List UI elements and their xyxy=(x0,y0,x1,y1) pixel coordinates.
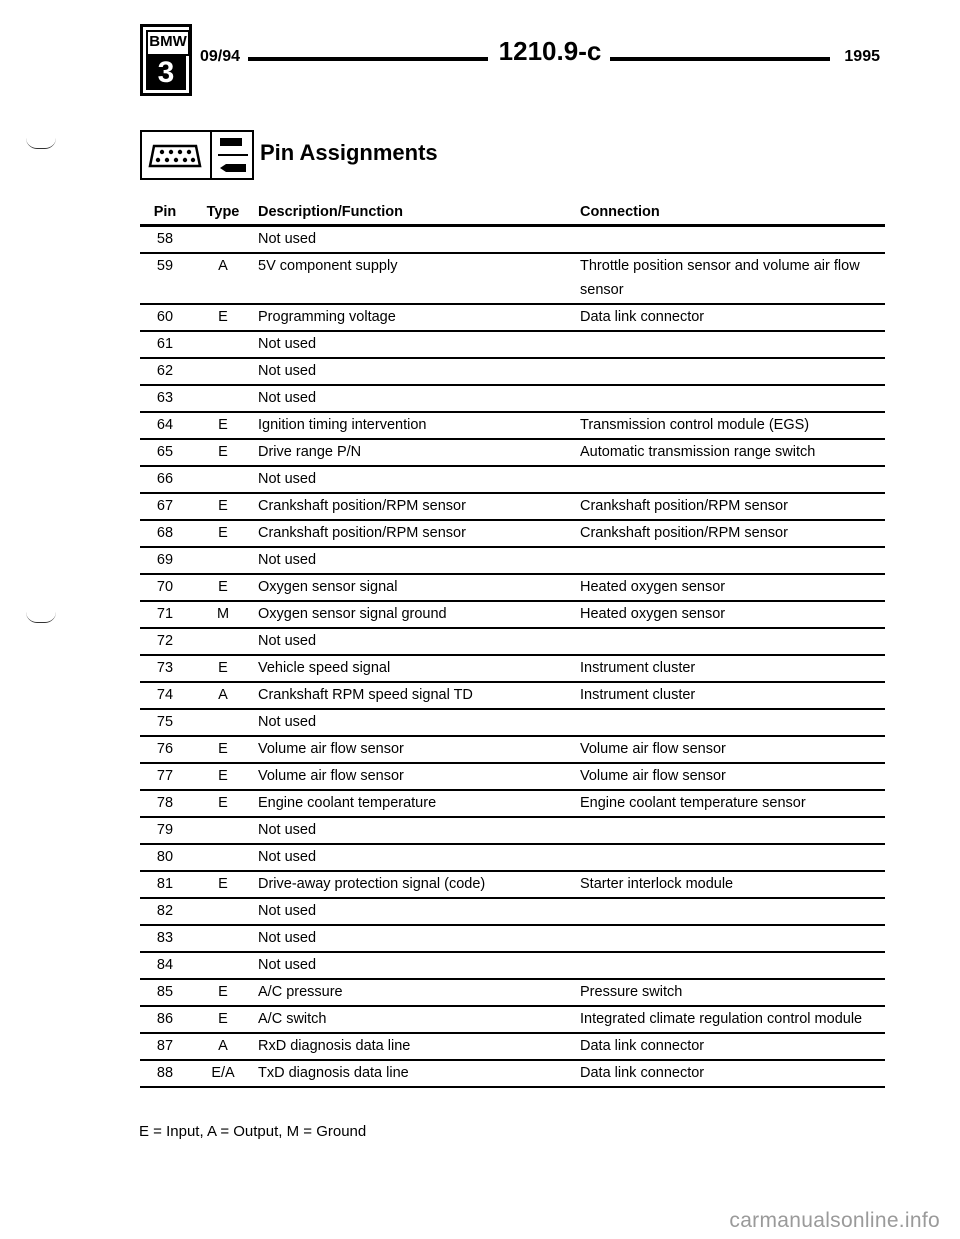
pin-connection: Crankshaft position/RPM sensor xyxy=(578,493,885,520)
pin-description: Drive-away protection signal (code) xyxy=(256,871,578,898)
pin-connection: Volume air flow sensor xyxy=(578,763,885,790)
pin-type: E xyxy=(190,574,256,601)
pin-description: Not used xyxy=(256,925,578,952)
table-row xyxy=(140,817,885,844)
table-row xyxy=(140,358,885,385)
pin-number: 65 xyxy=(140,439,190,466)
pin-connection: Instrument cluster xyxy=(578,682,885,709)
table-row xyxy=(140,871,885,898)
pin-description: Not used xyxy=(256,466,578,493)
logo-model: 3 xyxy=(146,56,186,90)
pin-description: TxD diagnosis data line xyxy=(256,1060,578,1087)
pin-connection: Engine coolant temperature sensor xyxy=(578,790,885,817)
table-body xyxy=(140,226,885,1088)
type-legend: E = Input, A = Output, M = Ground xyxy=(139,1123,367,1140)
pin-connection: Data link connector xyxy=(578,1033,885,1060)
pin-assignments-table xyxy=(140,202,885,1088)
pin-connection: Instrument cluster xyxy=(578,655,885,682)
pin-number: 87 xyxy=(140,1033,190,1060)
table-row xyxy=(140,253,885,304)
column-header-description: Description/Function xyxy=(256,202,578,226)
pin-number: 62 xyxy=(140,358,190,385)
table-row xyxy=(140,1033,885,1060)
pin-type xyxy=(190,385,256,412)
header-rule-right xyxy=(610,57,830,61)
pin-number: 60 xyxy=(140,304,190,331)
table-row xyxy=(140,925,885,952)
table-row xyxy=(140,466,885,493)
pin-connection xyxy=(578,358,885,385)
pin-number: 66 xyxy=(140,466,190,493)
pin-number: 70 xyxy=(140,574,190,601)
pin-description: Not used xyxy=(256,898,578,925)
pin-connection: Crankshaft position/RPM sensor xyxy=(578,520,885,547)
table-row xyxy=(140,952,885,979)
pin-type: E xyxy=(190,412,256,439)
pin-number: 59 xyxy=(140,253,190,304)
table-row xyxy=(140,439,885,466)
pin-type: A xyxy=(190,1033,256,1060)
pin-type: A xyxy=(190,682,256,709)
pin-type xyxy=(190,628,256,655)
pin-description: Engine coolant temperature xyxy=(256,790,578,817)
pin-description: Not used xyxy=(256,628,578,655)
pin-description: Not used xyxy=(256,817,578,844)
pin-description: Not used xyxy=(256,385,578,412)
pin-connection xyxy=(578,385,885,412)
pin-connection xyxy=(578,844,885,871)
table-row xyxy=(140,1060,885,1087)
pin-number: 63 xyxy=(140,385,190,412)
pin-description: Volume air flow sensor xyxy=(256,736,578,763)
table-row xyxy=(140,790,885,817)
pin-description: Crankshaft position/RPM sensor xyxy=(256,493,578,520)
pin-description: Not used xyxy=(256,952,578,979)
table-row xyxy=(140,682,885,709)
pin-type: E xyxy=(190,790,256,817)
pin-description: Drive range P/N xyxy=(256,439,578,466)
pin-description: Crankshaft position/RPM sensor xyxy=(256,520,578,547)
pin-description: Not used xyxy=(256,358,578,385)
pin-type: E xyxy=(190,1006,256,1033)
pin-connection: Transmission control module (EGS) xyxy=(578,412,885,439)
pin-description: Not used xyxy=(256,331,578,358)
pin-type: E xyxy=(190,655,256,682)
pin-number: 76 xyxy=(140,736,190,763)
pin-connection: Data link connector xyxy=(578,1060,885,1087)
pin-connection: Heated oxygen sensor xyxy=(578,574,885,601)
pin-description: Not used xyxy=(256,226,578,254)
pin-number: 73 xyxy=(140,655,190,682)
pin-type xyxy=(190,709,256,736)
pin-type xyxy=(190,898,256,925)
pin-connection: Automatic transmission range switch xyxy=(578,439,885,466)
pin-connection: Throttle position sensor and volume air flow sensor xyxy=(578,253,885,304)
pin-type xyxy=(190,844,256,871)
pin-connection xyxy=(578,898,885,925)
pin-number: 67 xyxy=(140,493,190,520)
pin-connection xyxy=(578,547,885,574)
pin-connection xyxy=(578,709,885,736)
pin-connection xyxy=(578,925,885,952)
logo-brand: BMW xyxy=(146,30,190,56)
table-row xyxy=(140,979,885,1006)
pin-number: 88 xyxy=(140,1060,190,1087)
pin-type: E xyxy=(190,979,256,1006)
table-row xyxy=(140,844,885,871)
pin-type: A xyxy=(190,253,256,304)
pin-number: 74 xyxy=(140,682,190,709)
pin-description: Oxygen sensor signal ground xyxy=(256,601,578,628)
pin-description: Ignition timing intervention xyxy=(256,412,578,439)
connector-plug-icon xyxy=(142,132,208,178)
pin-type: E xyxy=(190,736,256,763)
pin-type xyxy=(190,817,256,844)
pin-type xyxy=(190,925,256,952)
pin-type: E/A xyxy=(190,1060,256,1087)
pin-type: M xyxy=(190,601,256,628)
pin-connection: Data link connector xyxy=(578,304,885,331)
pin-description: Not used xyxy=(256,844,578,871)
pin-type: E xyxy=(190,493,256,520)
pin-connection xyxy=(578,466,885,493)
pin-type: E xyxy=(190,871,256,898)
pin-type: E xyxy=(190,763,256,790)
table-row xyxy=(140,655,885,682)
page-header xyxy=(140,24,880,96)
column-header-type: Type xyxy=(190,202,256,226)
pin-number: 81 xyxy=(140,871,190,898)
table-row xyxy=(140,709,885,736)
pin-description: Not used xyxy=(256,547,578,574)
pin-description: Oxygen sensor signal xyxy=(256,574,578,601)
watermark: carmanualsonline.info xyxy=(729,1209,940,1232)
pin-type xyxy=(190,466,256,493)
pin-description: A/C switch xyxy=(256,1006,578,1033)
table-row xyxy=(140,898,885,925)
pin-type xyxy=(190,226,256,254)
pin-number: 84 xyxy=(140,952,190,979)
table-row xyxy=(140,736,885,763)
pin-type: E xyxy=(190,439,256,466)
column-header-connection: Connection xyxy=(578,202,885,226)
table-row xyxy=(140,628,885,655)
pin-type: E xyxy=(190,304,256,331)
pin-type xyxy=(190,331,256,358)
pin-number: 68 xyxy=(140,520,190,547)
table-row xyxy=(140,331,885,358)
binding-mark xyxy=(26,612,56,623)
pin-number: 78 xyxy=(140,790,190,817)
pin-number: 85 xyxy=(140,979,190,1006)
header-code: 1210.9-c xyxy=(498,36,602,66)
pin-number: 75 xyxy=(140,709,190,736)
table-row xyxy=(140,412,885,439)
pin-description: RxD diagnosis data line xyxy=(256,1033,578,1060)
table-row xyxy=(140,601,885,628)
pin-number: 86 xyxy=(140,1006,190,1033)
pin-type xyxy=(190,358,256,385)
binding-mark xyxy=(26,138,56,149)
pin-connection: Volume air flow sensor xyxy=(578,736,885,763)
pin-number: 80 xyxy=(140,844,190,871)
pin-description: Volume air flow sensor xyxy=(256,763,578,790)
pin-number: 77 xyxy=(140,763,190,790)
table-header-row xyxy=(140,202,885,226)
pin-number: 69 xyxy=(140,547,190,574)
pin-assignment-symbol xyxy=(140,130,254,180)
pin-number: 58 xyxy=(140,226,190,254)
table-row xyxy=(140,304,885,331)
pin-connection: Integrated climate regulation control module xyxy=(578,1006,885,1033)
pin-connection xyxy=(578,817,885,844)
pin-number: 83 xyxy=(140,925,190,952)
pin-number: 61 xyxy=(140,331,190,358)
table-row xyxy=(140,385,885,412)
table-row xyxy=(140,493,885,520)
table-row xyxy=(140,574,885,601)
table-row xyxy=(140,520,885,547)
bmw-3-series-logo xyxy=(140,24,192,96)
table-row xyxy=(140,1006,885,1033)
pin-connection: Pressure switch xyxy=(578,979,885,1006)
pin-type: E xyxy=(190,520,256,547)
header-date: 09/94 xyxy=(200,48,241,65)
table-row xyxy=(140,547,885,574)
pin-connection xyxy=(578,952,885,979)
column-header-pin: Pin xyxy=(140,202,190,226)
pin-connection xyxy=(578,226,885,254)
pin-description: Vehicle speed signal xyxy=(256,655,578,682)
pin-number: 64 xyxy=(140,412,190,439)
pin-description: Crankshaft RPM speed signal TD xyxy=(256,682,578,709)
pin-connection: Starter interlock module xyxy=(578,871,885,898)
pin-type xyxy=(190,547,256,574)
header-year: 1995 xyxy=(844,48,880,65)
pin-number: 71 xyxy=(140,601,190,628)
pin-connection xyxy=(578,331,885,358)
pin-number: 79 xyxy=(140,817,190,844)
section-title: Pin Assignments xyxy=(260,140,438,165)
table-row xyxy=(140,226,885,254)
pin-number: 82 xyxy=(140,898,190,925)
pin-direction-icon xyxy=(212,132,254,178)
pin-description: 5V component supply xyxy=(256,253,578,304)
pin-connection: Heated oxygen sensor xyxy=(578,601,885,628)
header-rule-left xyxy=(248,57,488,61)
pin-number: 72 xyxy=(140,628,190,655)
pin-description: Not used xyxy=(256,709,578,736)
table-row xyxy=(140,763,885,790)
pin-connection xyxy=(578,628,885,655)
pin-description: A/C pressure xyxy=(256,979,578,1006)
pin-type xyxy=(190,952,256,979)
pin-description: Programming voltage xyxy=(256,304,578,331)
